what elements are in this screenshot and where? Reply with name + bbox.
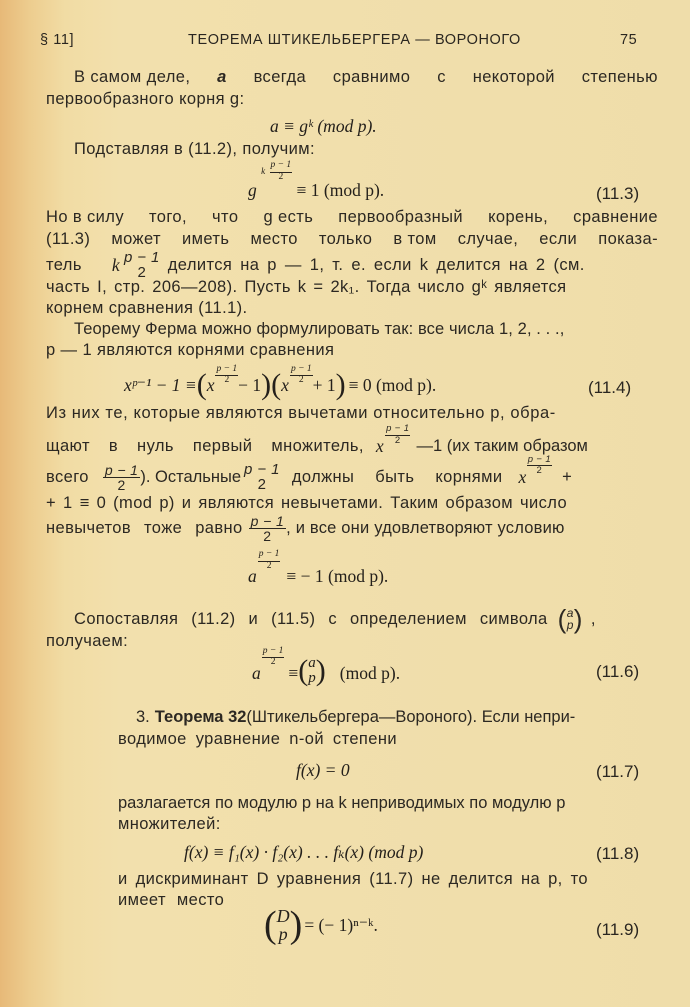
text: В самом деле, xyxy=(74,68,191,86)
text: всегда xyxy=(253,68,307,86)
page-number: 75 xyxy=(620,32,638,48)
exp-num: p − 1 xyxy=(270,161,293,173)
exp-num: p − 1 xyxy=(258,550,281,562)
den: 2 xyxy=(263,528,272,544)
text: только xyxy=(318,230,373,248)
exp-num: p − 1 xyxy=(386,423,410,434)
equation-label-11-9: (11.9) xyxy=(596,920,640,939)
paragraph-4-line-2: p — 1 являются корнями сравнения xyxy=(46,341,335,359)
text: может xyxy=(111,230,161,248)
text: степенью xyxy=(581,68,658,86)
equation-label-11-6: (11.6) xyxy=(596,662,640,681)
text: , и все они удовлетворяют условию xyxy=(286,519,565,537)
paragraph-3-line-5: корнем сравнения (11.1). xyxy=(46,299,248,317)
exp-num: p − 1 xyxy=(290,365,313,377)
eq-op: − 1 xyxy=(238,374,262,395)
text: щают в нуль первый множитель, xyxy=(46,437,364,455)
num: a xyxy=(308,655,316,671)
num: a xyxy=(566,606,574,620)
exponent-fraction xyxy=(262,647,285,668)
equation-a-congruent-gk: a ≡ gᵏ (mod p). xyxy=(270,116,377,136)
text: с xyxy=(437,68,446,86)
exp-num: p − 1 xyxy=(215,365,238,377)
eq-exp-k: k xyxy=(261,166,266,176)
text: того, xyxy=(149,208,187,226)
equation-label-11-3: (11.3) xyxy=(596,184,640,203)
paragraph-8-line-2: имеет место xyxy=(118,891,225,909)
num: D xyxy=(276,906,290,926)
paragraph-1-line-2: первообразного корня g: xyxy=(46,90,245,108)
text: всего xyxy=(46,467,89,486)
exponent-fraction xyxy=(385,424,410,445)
left-paren: ( xyxy=(196,368,207,401)
den: p xyxy=(566,618,574,632)
den: p xyxy=(308,670,316,686)
legendre-symbol xyxy=(567,607,574,631)
paragraph-5-line-2 xyxy=(46,423,658,457)
equation-label-11-4: (11.4) xyxy=(588,378,632,397)
paragraph-3-line-4: часть I, стр. 206—208). Пусть k = 2k₁. Тогда число gᵏ является xyxy=(46,278,567,296)
num: p − 1 xyxy=(104,461,139,478)
text: тель xyxy=(46,255,82,274)
num: p − 1 xyxy=(244,461,280,478)
fraction xyxy=(249,514,287,543)
exp-den: 2 xyxy=(278,171,284,182)
exponent-fraction xyxy=(258,550,281,571)
exp-den: 2 xyxy=(298,375,304,385)
text: —1 (их таким образом xyxy=(416,437,588,455)
equation-11-8: f(x) ≡ f₁(x) · f₂(x) . . . fₖ(x) (mod p) xyxy=(184,842,424,862)
text: некоторой xyxy=(472,68,555,86)
eq-rhs: ≡ 1 (mod p). xyxy=(296,180,385,200)
exponent-fraction xyxy=(290,365,313,386)
legendre-symbol xyxy=(308,656,316,686)
equation-11-7: f(x) = 0 xyxy=(296,760,350,780)
den: p xyxy=(278,924,288,944)
right-paren: ) xyxy=(335,368,346,401)
text: x xyxy=(375,436,385,456)
text: ). Остальные xyxy=(140,467,242,486)
den: 2 xyxy=(257,476,267,493)
text: a xyxy=(217,68,227,86)
paragraph-3-line-2 xyxy=(46,230,658,249)
exp-num: p − 1 xyxy=(124,249,160,266)
running-title: ТЕОРЕМА ШТИКЕЛЬБЕРГЕРА — ВОРОНОГО xyxy=(188,32,521,48)
eq-base: g xyxy=(248,180,257,200)
exp-num: p − 1 xyxy=(527,453,552,465)
text: должны быть корнями xyxy=(291,467,503,486)
eq-base: a xyxy=(248,566,257,586)
eq-rhs: (mod p). xyxy=(339,662,401,683)
fraction xyxy=(103,463,141,492)
text: что xyxy=(212,208,239,226)
exp-den: 2 xyxy=(137,264,147,281)
text: место xyxy=(250,230,298,248)
eq-rhs: = (− 1)ⁿ⁻ᵏ. xyxy=(304,914,378,935)
den: 2 xyxy=(117,476,126,493)
eq-rhs: ≡ − 1 (mod p). xyxy=(286,566,389,586)
exp-den: 2 xyxy=(394,434,401,446)
text: невычетов тоже равно xyxy=(46,519,243,537)
right-paren: ) xyxy=(261,368,272,401)
exp-den: 2 xyxy=(224,375,230,385)
text: первообразный xyxy=(338,208,464,226)
eq-rhs: ≡ 0 (mod p). xyxy=(348,374,437,395)
text: случае, xyxy=(457,230,519,248)
exponent-fraction xyxy=(124,250,160,280)
equation-label-11-8: (11.8) xyxy=(596,844,640,863)
left-paren: ( xyxy=(271,368,282,401)
legendre-symbol xyxy=(277,907,290,943)
exp-num: p − 1 xyxy=(262,647,285,659)
paragraph-7-line-2: множителей: xyxy=(118,815,221,833)
equation-11-6: a $\frac{p - 1}{2}$ ≡ ( a p ) (mod p). xyxy=(252,645,401,687)
text: (Штикельбергера—Вороного). Если непри- xyxy=(246,708,576,726)
paragraph-5-line-1: Из них те, которые являются вычетами относительно p, обра- xyxy=(46,404,556,422)
exp-den: 2 xyxy=(270,657,276,667)
paragraph-2: Подставляя в (11.2), получим: xyxy=(74,140,315,158)
text: k xyxy=(111,254,120,275)
text: иметь xyxy=(182,230,230,248)
section-marker: § 11] xyxy=(40,32,75,48)
theorem-32-line-1 xyxy=(136,708,658,727)
text: делится на p — 1, т. е. если k делится на 2 (см. xyxy=(167,255,585,274)
fraction xyxy=(244,462,280,492)
text: сравнимо xyxy=(332,68,411,86)
num: p − 1 xyxy=(250,513,285,529)
text: (11.3) xyxy=(46,230,91,248)
equation-11-3 xyxy=(248,160,385,200)
exponent-fraction xyxy=(527,455,552,476)
paragraph-7-line-1: разлагается по модулю p на k неприводимых по модулю p xyxy=(118,794,566,812)
paragraph-4-line-1: Теорему Ферма можно формулировать так: все числа 1, 2, . . ., xyxy=(74,320,565,338)
paragraph-3-line-3 xyxy=(46,250,658,280)
exp-den: 2 xyxy=(536,465,543,476)
paragraph-6-line-2: получаем: xyxy=(46,632,129,650)
equation-11-5 xyxy=(248,549,389,586)
theorem-title: Теорема 32 xyxy=(154,708,247,726)
exponent-fraction xyxy=(270,161,293,182)
text: Сопоставляя (11.2) и (11.5) с определением символа xyxy=(74,609,548,628)
eq-lhs: xᵖ⁻¹ − 1 ≡ xyxy=(124,374,197,395)
text: g есть xyxy=(263,208,314,226)
paragraph-1-line-1 xyxy=(74,68,658,87)
text: сравнение xyxy=(573,208,658,226)
paragraph-5-line-3: всего $\frac{p - 1}{2}$ ). Остальные p − 1 2 должны быть корнями x $\frac{p - 1}{2}$ + xyxy=(46,453,573,493)
paragraph-5-line-4: + 1 ≡ 0 (mod p) и являются невычетами. Таким образом число xyxy=(46,494,568,512)
theorem-number: 3. xyxy=(136,708,150,726)
eq-base: a xyxy=(252,662,261,683)
text: показа- xyxy=(598,230,658,248)
equation-11-4: xᵖ⁻¹ − 1 ≡ ( x $\frac{p - 1}{2}$ − 1 ) ( x $\frac{p - 1}{2}$ + 1 ) ≡ 0 (mod p). xyxy=(124,363,437,401)
text: в том xyxy=(393,230,437,248)
theorem-32-line-2: водимое уравнение n-ой степени xyxy=(118,730,397,748)
paragraph-3-line-1 xyxy=(46,208,658,227)
text: корень, xyxy=(488,208,549,226)
paragraph-5-line-5 xyxy=(46,514,658,543)
text: Но в силу xyxy=(46,208,124,226)
exponent-fraction xyxy=(215,365,238,386)
equation-11-9: ( D p ) = (− 1)ⁿ⁻ᵏ. xyxy=(264,904,378,946)
text: если xyxy=(539,230,578,248)
paragraph-8-line-1: и дискриминант D уравнения (11.7) не делится на p, то xyxy=(118,870,588,888)
equation-label-11-7: (11.7) xyxy=(596,762,640,781)
exp-den: 2 xyxy=(266,560,272,571)
paragraph-6-line-1: Сопоставляя (11.2) и (11.5) с определением символа ( a p ) , xyxy=(74,604,596,634)
eq-op: + 1 xyxy=(312,374,336,395)
